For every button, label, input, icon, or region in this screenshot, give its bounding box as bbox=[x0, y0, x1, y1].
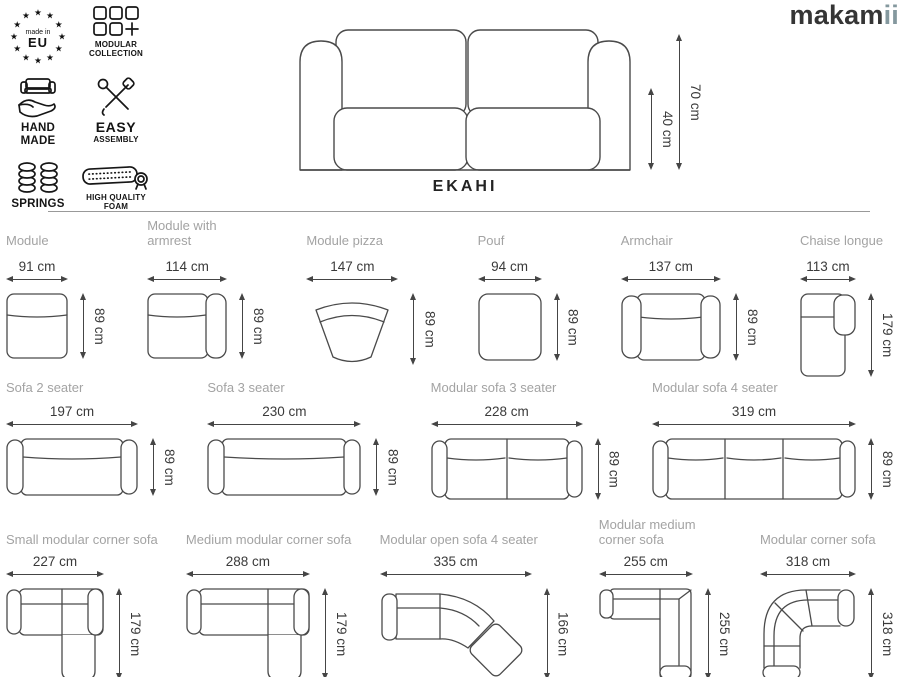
height-dimension: 89 cm bbox=[372, 438, 400, 496]
badge-label: HIGH QUALITY FOAM bbox=[86, 192, 146, 211]
svg-text:★: ★ bbox=[58, 32, 66, 41]
width-dimension: 227 cm bbox=[6, 554, 104, 579]
horizontal-arrow bbox=[380, 570, 532, 579]
horizontal-arrow bbox=[800, 275, 856, 284]
module-with-armrest-top-view bbox=[147, 293, 227, 359]
separator-line bbox=[48, 211, 870, 212]
horizontal-arrow bbox=[6, 570, 104, 579]
vertical-arrow bbox=[647, 88, 656, 170]
vertical-arrow bbox=[867, 588, 876, 677]
item-label: Module pizza bbox=[306, 233, 383, 249]
svg-text:EU: EU bbox=[27, 35, 49, 50]
width-dimension: 335 cm bbox=[380, 554, 532, 579]
hand-made-icon bbox=[16, 77, 60, 119]
vertical-arrow bbox=[867, 293, 876, 377]
width-dimension: 147 cm bbox=[306, 259, 398, 284]
modular-sofa-3-seater-top-view bbox=[431, 438, 583, 500]
vertical-arrow bbox=[867, 438, 876, 500]
item-label: Module bbox=[6, 233, 49, 249]
badge-label: HAND MADE bbox=[20, 122, 56, 147]
width-dimension: 288 cm bbox=[186, 554, 310, 579]
item-module bbox=[6, 217, 107, 359]
svg-text:★: ★ bbox=[22, 11, 30, 21]
item-module-with-armrest bbox=[147, 217, 266, 359]
pouf-top-view bbox=[478, 293, 542, 361]
horizontal-arrow bbox=[147, 275, 227, 284]
modular-collection-icon bbox=[92, 6, 140, 38]
easy-assembly-icon bbox=[96, 77, 136, 117]
modular-medium-corner-sofa-top-view bbox=[599, 588, 693, 677]
item-label: Module with armrest bbox=[147, 218, 217, 249]
width-dimension: 230 cm bbox=[207, 404, 361, 429]
item-label: Chaise longue bbox=[799, 233, 884, 249]
item-chaise-longue bbox=[800, 217, 895, 377]
height-dimension: 255 cm bbox=[704, 588, 732, 677]
width-dimension: 91 cm bbox=[6, 259, 68, 284]
height-dimension: 89 cm bbox=[238, 293, 266, 359]
width-dimension: 255 cm bbox=[599, 554, 693, 579]
item-sofa-3-seater bbox=[207, 380, 400, 496]
badge-label: MODULAR COLLECTION bbox=[89, 40, 143, 58]
vertical-arrow bbox=[409, 293, 418, 365]
vertical-arrow bbox=[115, 588, 124, 677]
high-quality-foam-icon bbox=[82, 161, 150, 191]
height-dimension: 179 cm bbox=[321, 588, 349, 677]
horizontal-arrow bbox=[621, 275, 721, 284]
springs-icon bbox=[16, 161, 60, 195]
height-dimension: 89 cm bbox=[732, 293, 760, 361]
item-modular-open-sofa-4-seater bbox=[380, 520, 571, 677]
vertical-arrow bbox=[675, 34, 684, 170]
item-small-modular-corner-sofa bbox=[6, 520, 158, 677]
vertical-arrow bbox=[704, 588, 713, 677]
item-label: Sofa 3 seater bbox=[207, 380, 285, 396]
vertical-arrow bbox=[238, 293, 247, 359]
item-label: Modular open sofa 4 seater bbox=[379, 532, 538, 548]
width-dimension: 197 cm bbox=[6, 404, 138, 429]
svg-text:★: ★ bbox=[46, 52, 54, 62]
horizontal-arrow bbox=[599, 570, 693, 579]
svg-text:★: ★ bbox=[34, 56, 42, 64]
armchair-top-view bbox=[621, 293, 721, 361]
sofa-2-seater-top-view bbox=[6, 438, 138, 496]
item-pouf bbox=[478, 217, 581, 361]
seat-height-value: 40 cm bbox=[660, 110, 675, 148]
modular-corner-sofa-top-view bbox=[760, 588, 856, 677]
height-dimension: 89 cm bbox=[553, 293, 581, 361]
width-dimension: 228 cm bbox=[431, 404, 583, 429]
modular-open-sofa-4-seater-top-view bbox=[380, 588, 532, 677]
width-dimension: 113 cm bbox=[800, 259, 856, 284]
badge-high-quality-foam bbox=[76, 161, 156, 212]
svg-text:★: ★ bbox=[34, 8, 42, 17]
vertical-arrow bbox=[79, 293, 88, 359]
small-modular-corner-sofa-top-view bbox=[6, 588, 104, 677]
item-modular-corner-sofa bbox=[760, 520, 895, 677]
svg-text:★: ★ bbox=[13, 20, 21, 29]
item-armchair bbox=[621, 217, 760, 361]
svg-text:★: ★ bbox=[46, 11, 54, 21]
vertical-arrow bbox=[321, 588, 330, 677]
item-label: Modular corner sofa bbox=[759, 532, 876, 548]
vertical-arrow bbox=[594, 438, 603, 500]
height-dimension: 89 cm bbox=[867, 438, 895, 500]
svg-text:★: ★ bbox=[55, 44, 63, 53]
svg-text:★: ★ bbox=[10, 32, 18, 41]
horizontal-arrow bbox=[306, 275, 398, 284]
feature-badges bbox=[8, 6, 156, 212]
svg-text:★: ★ bbox=[55, 20, 63, 29]
made-in-eu-stamp-icon bbox=[9, 6, 67, 64]
horizontal-arrow bbox=[760, 570, 856, 579]
width-dimension: 137 cm bbox=[621, 259, 721, 284]
height-dimension: 179 cm bbox=[115, 588, 143, 677]
vertical-arrow bbox=[149, 438, 158, 496]
chaise-longue-top-view bbox=[800, 293, 856, 377]
seat-height-dimension bbox=[647, 88, 675, 170]
overall-height-dimension bbox=[675, 34, 703, 170]
product-name: EKAHI bbox=[432, 178, 498, 195]
modular-sofa-4-seater-top-view bbox=[652, 438, 856, 500]
horizontal-arrow bbox=[186, 570, 310, 579]
horizontal-arrow bbox=[6, 275, 68, 284]
item-label: Small modular corner sofa bbox=[6, 532, 158, 548]
width-dimension: 319 cm bbox=[652, 404, 856, 429]
item-sofa-2-seater bbox=[6, 380, 177, 496]
brand-logo bbox=[790, 0, 899, 31]
badge-easy-assembly bbox=[76, 77, 156, 148]
horizontal-arrow bbox=[652, 420, 856, 429]
svg-text:★: ★ bbox=[22, 52, 30, 62]
item-label: Pouf bbox=[477, 233, 505, 249]
medium-modular-corner-sofa-top-view bbox=[186, 588, 310, 677]
svg-text:★: ★ bbox=[13, 44, 21, 53]
badge-modular-collection bbox=[76, 6, 156, 64]
height-dimension: 89 cm bbox=[79, 293, 107, 359]
module-pizza-top-view bbox=[306, 293, 398, 365]
hero-product bbox=[275, 24, 735, 209]
height-dimension: 89 cm bbox=[409, 293, 437, 365]
badge-springs bbox=[8, 161, 68, 212]
sofa-front-view-drawing bbox=[280, 24, 650, 174]
item-medium-modular-corner-sofa bbox=[186, 520, 351, 677]
height-dimension: 318 cm bbox=[867, 588, 895, 677]
row-modules bbox=[6, 217, 895, 377]
item-label: Armchair bbox=[620, 233, 673, 249]
badge-made-in-eu bbox=[8, 6, 68, 64]
badge-label: EASY ASSEMBLY bbox=[93, 119, 139, 144]
logo-main: makam bbox=[789, 0, 884, 30]
width-dimension: 318 cm bbox=[760, 554, 856, 579]
svg-text:made in: made in bbox=[25, 29, 51, 36]
height-dimension: 89 cm bbox=[594, 438, 622, 500]
item-label: Sofa 2 seater bbox=[6, 380, 84, 396]
vertical-arrow bbox=[372, 438, 381, 496]
item-label: Medium modular corner sofa bbox=[185, 532, 352, 548]
row-sofas bbox=[6, 380, 895, 500]
item-modular-medium-corner-sofa bbox=[598, 517, 732, 677]
vertical-arrow bbox=[553, 293, 562, 361]
height-dimension: 179 cm bbox=[867, 293, 895, 377]
horizontal-arrow bbox=[6, 420, 138, 429]
item-label: Modular sofa 3 seater bbox=[430, 380, 557, 396]
item-modular-sofa-3-seater bbox=[431, 380, 622, 500]
vertical-arrow bbox=[732, 293, 741, 361]
horizontal-arrow bbox=[207, 420, 361, 429]
item-label: Modular medium corner sofa bbox=[598, 517, 696, 548]
module-top-view bbox=[6, 293, 68, 359]
logo-accent: ii bbox=[883, 0, 899, 30]
badge-hand-made bbox=[8, 77, 68, 148]
height-dimension: 89 cm bbox=[149, 438, 177, 496]
width-dimension: 114 cm bbox=[147, 259, 227, 284]
item-label: Modular sofa 4 seater bbox=[651, 380, 778, 396]
horizontal-arrow bbox=[478, 275, 542, 284]
height-dimension: 166 cm bbox=[543, 588, 571, 677]
horizontal-arrow bbox=[431, 420, 583, 429]
badge-label: SPRINGS bbox=[11, 197, 65, 210]
row-corner-sofas bbox=[6, 517, 895, 677]
sofa-3-seater-top-view bbox=[207, 438, 361, 496]
item-module-pizza bbox=[306, 217, 437, 365]
item-modular-sofa-4-seater bbox=[652, 380, 895, 500]
width-dimension: 94 cm bbox=[478, 259, 542, 284]
vertical-arrow bbox=[543, 588, 552, 677]
overall-height-value: 70 cm bbox=[688, 83, 703, 121]
